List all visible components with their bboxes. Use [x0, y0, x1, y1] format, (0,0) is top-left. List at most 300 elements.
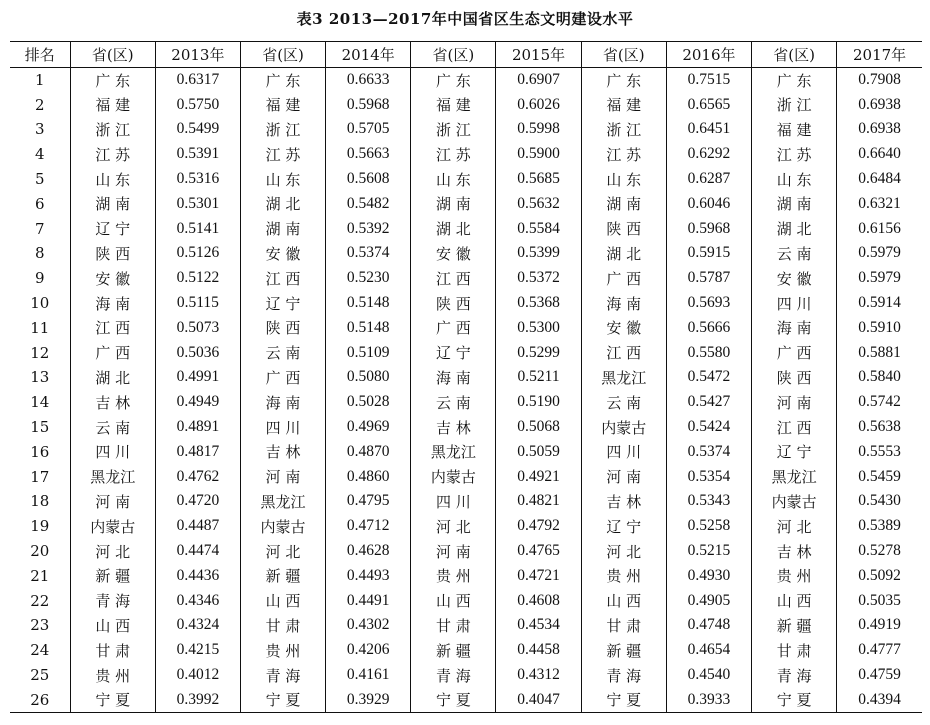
rank-cell: 16: [10, 439, 70, 464]
province-cell: 新 疆: [752, 613, 837, 638]
score-cell: 0.4919: [858, 616, 901, 634]
province-cell: 广 东: [752, 68, 837, 93]
score-cell: 0.4921: [496, 464, 581, 489]
table-row: [10, 92, 922, 117]
rank-cell: 14: [10, 390, 70, 415]
score-cell: 0.5230: [326, 266, 411, 291]
province-cell: 湖 北: [411, 216, 496, 241]
province-cell: 安 徽: [752, 266, 837, 291]
header-province: 省(区): [411, 42, 496, 68]
score-cell: 0.6938: [858, 120, 901, 138]
header-rank: 排名: [10, 42, 70, 68]
score-cell: 0.4762: [155, 464, 240, 489]
score-cell: 0.5424: [666, 415, 751, 440]
province-cell: 黑龙江: [411, 439, 496, 464]
province-cell: 四 川: [411, 489, 496, 514]
score-cell: 0.5580: [666, 340, 751, 365]
header-year: 2017年: [837, 42, 922, 68]
province-cell: 湖 南: [752, 191, 837, 216]
rank-cell: 3: [10, 117, 70, 142]
score-cell: 0.4821: [496, 489, 581, 514]
province-cell: 贵 州: [70, 663, 155, 688]
score-cell: 0.5392: [326, 216, 411, 241]
score-cell: 0.6565: [666, 92, 751, 117]
province-cell: 云 南: [752, 241, 837, 266]
province-cell: 青 海: [752, 663, 837, 688]
score-cell: 0.5553: [858, 442, 901, 460]
province-cell: 四 川: [70, 439, 155, 464]
province-cell: 山 东: [240, 167, 325, 192]
rank-cell: 20: [10, 539, 70, 564]
rank-cell: 26: [10, 687, 70, 712]
score-cell: 0.5374: [666, 439, 751, 464]
score-cell: 0.5389: [858, 517, 901, 535]
rank-cell: 10: [10, 291, 70, 316]
score-cell: 0.5368: [496, 291, 581, 316]
score-cell: 0.3929: [326, 687, 411, 712]
score-cell: 0.5115: [155, 291, 240, 316]
province-cell: 江 苏: [240, 142, 325, 167]
province-cell: 河 南: [411, 539, 496, 564]
province-cell: 湖 北: [581, 241, 666, 266]
score-cell: 0.5278: [858, 542, 901, 560]
province-cell: 山 东: [581, 167, 666, 192]
score-cell: 0.5584: [496, 216, 581, 241]
province-cell: 湖 北: [752, 216, 837, 241]
province-cell: 广 西: [70, 340, 155, 365]
province-cell: 陕 西: [581, 216, 666, 241]
table-row: [10, 315, 922, 340]
score-cell: 0.5499: [155, 117, 240, 142]
header-province: 省(区): [70, 42, 155, 68]
province-cell: 广 东: [70, 68, 155, 93]
table-row: [10, 415, 922, 440]
province-cell: 辽 宁: [240, 291, 325, 316]
province-cell: 宁 夏: [240, 687, 325, 712]
rank-cell: 25: [10, 663, 70, 688]
table-row: [10, 613, 922, 638]
province-cell: 浙 江: [70, 117, 155, 142]
table-row: [10, 241, 922, 266]
header-year: 2015年: [496, 42, 581, 68]
score-cell: 0.5073: [155, 315, 240, 340]
province-cell: 内蒙古: [752, 489, 837, 514]
province-cell: 湖 南: [411, 191, 496, 216]
province-cell: 陕 西: [70, 241, 155, 266]
province-cell: 甘 肃: [752, 638, 837, 663]
table-row: [10, 291, 922, 316]
score-cell: 0.5632: [496, 191, 581, 216]
table-row: [10, 365, 922, 390]
score-cell: 0.5900: [496, 142, 581, 167]
header-year: 2016年: [666, 42, 751, 68]
score-cell: 0.4748: [666, 613, 751, 638]
province-cell: 福 建: [240, 92, 325, 117]
score-cell: 0.3933: [666, 687, 751, 712]
province-cell: 湖 南: [70, 191, 155, 216]
province-cell: 青 海: [411, 663, 496, 688]
score-cell: 0.4891: [155, 415, 240, 440]
province-cell: 浙 江: [581, 117, 666, 142]
province-cell: 陕 西: [240, 315, 325, 340]
score-cell: 0.4870: [326, 439, 411, 464]
province-cell: 江 西: [752, 415, 837, 440]
table-row: [10, 167, 922, 192]
province-cell: 陕 西: [411, 291, 496, 316]
table-row: [10, 390, 922, 415]
score-cell: 0.4206: [326, 638, 411, 663]
score-cell: 0.5608: [326, 167, 411, 192]
province-cell: 广 东: [411, 68, 496, 93]
score-cell: 0.4795: [326, 489, 411, 514]
province-cell: 内蒙古: [411, 464, 496, 489]
province-cell: 海 南: [752, 315, 837, 340]
province-cell: 青 海: [240, 663, 325, 688]
rank-cell: 12: [10, 340, 70, 365]
province-cell: 贵 州: [411, 563, 496, 588]
score-cell: 0.5979: [858, 269, 901, 287]
score-cell: 0.5354: [666, 464, 751, 489]
score-cell: 0.5092: [858, 566, 901, 584]
table-row: [10, 663, 922, 688]
score-cell: 0.5638: [858, 418, 901, 436]
table-row: [10, 514, 922, 539]
province-cell: 福 建: [70, 92, 155, 117]
province-cell: 广 东: [581, 68, 666, 93]
province-cell: 云 南: [240, 340, 325, 365]
province-cell: 陕 西: [752, 365, 837, 390]
province-cell: 四 川: [581, 439, 666, 464]
province-cell: 甘 肃: [70, 638, 155, 663]
score-cell: 0.5787: [666, 266, 751, 291]
score-cell: 0.5141: [155, 216, 240, 241]
table-row: [10, 464, 922, 489]
score-cell: 0.5472: [666, 365, 751, 390]
score-cell: 0.3992: [155, 687, 240, 712]
rank-cell: 18: [10, 489, 70, 514]
score-cell: 0.5742: [858, 393, 901, 411]
table-row: [10, 563, 922, 588]
header-province: 省(区): [240, 42, 325, 68]
rank-cell: 24: [10, 638, 70, 663]
score-cell: 0.5028: [326, 390, 411, 415]
score-cell: 0.4540: [666, 663, 751, 688]
score-cell: 0.5482: [326, 191, 411, 216]
score-cell: 0.4817: [155, 439, 240, 464]
rank-cell: 4: [10, 142, 70, 167]
province-cell: 湖 南: [240, 216, 325, 241]
province-cell: 青 海: [581, 663, 666, 688]
score-cell: 0.5693: [666, 291, 751, 316]
score-cell: 0.6292: [666, 142, 751, 167]
rank-cell: 21: [10, 563, 70, 588]
province-cell: 福 建: [752, 117, 837, 142]
score-cell: 0.4534: [496, 613, 581, 638]
rank-cell: 17: [10, 464, 70, 489]
province-cell: 江 苏: [752, 142, 837, 167]
score-cell: 0.5968: [666, 216, 751, 241]
score-cell: 0.6026: [496, 92, 581, 117]
province-cell: 内蒙古: [581, 415, 666, 440]
table-row: [10, 687, 922, 712]
province-cell: 山 西: [70, 613, 155, 638]
rank-cell: 7: [10, 216, 70, 241]
score-cell: 0.6321: [858, 194, 901, 212]
rank-cell: 8: [10, 241, 70, 266]
province-cell: 浙 江: [752, 92, 837, 117]
province-cell: 湖 北: [70, 365, 155, 390]
score-cell: 0.4302: [326, 613, 411, 638]
score-cell: 0.6938: [858, 95, 901, 113]
score-cell: 0.4759: [858, 666, 901, 684]
score-cell: 0.4765: [496, 539, 581, 564]
rank-cell: 22: [10, 588, 70, 613]
score-cell: 0.4493: [326, 563, 411, 588]
score-cell: 0.4628: [326, 539, 411, 564]
score-cell: 0.5299: [496, 340, 581, 365]
province-cell: 广 西: [581, 266, 666, 291]
province-cell: 辽 宁: [581, 514, 666, 539]
score-cell: 0.4491: [326, 588, 411, 613]
province-cell: 贵 州: [752, 563, 837, 588]
province-cell: 吉 林: [581, 489, 666, 514]
province-cell: 吉 林: [411, 415, 496, 440]
score-cell: 0.6317: [155, 68, 240, 93]
province-cell: 黑龙江: [240, 489, 325, 514]
table-row: [10, 142, 922, 167]
rank-cell: 5: [10, 167, 70, 192]
score-cell: 0.5427: [666, 390, 751, 415]
score-cell: 0.6633: [326, 68, 411, 93]
score-cell: 0.5459: [858, 467, 901, 485]
score-cell: 0.5148: [326, 315, 411, 340]
score-cell: 0.4047: [496, 687, 581, 712]
score-cell: 0.5258: [666, 514, 751, 539]
province-cell: 甘 肃: [240, 613, 325, 638]
province-cell: 云 南: [581, 390, 666, 415]
score-cell: 0.6907: [496, 68, 581, 93]
province-cell: 宁 夏: [752, 687, 837, 712]
score-cell: 0.5190: [496, 390, 581, 415]
table-title: 表3 2013—2017年中国省区生态文明建设水平: [296, 10, 634, 28]
province-cell: 黑龙江: [752, 464, 837, 489]
table-row: [10, 117, 922, 142]
rank-cell: 1: [10, 68, 70, 93]
rank-cell: 15: [10, 415, 70, 440]
province-cell: 河 北: [752, 514, 837, 539]
score-cell: 0.4474: [155, 539, 240, 564]
table-row: [10, 266, 922, 291]
score-cell: 0.4860: [326, 464, 411, 489]
province-cell: 山 西: [240, 588, 325, 613]
score-cell: 0.7515: [666, 68, 751, 93]
score-cell: 0.4161: [326, 663, 411, 688]
province-cell: 山 东: [752, 167, 837, 192]
province-cell: 黑龙江: [70, 464, 155, 489]
province-cell: 江 西: [581, 340, 666, 365]
rank-cell: 11: [10, 315, 70, 340]
score-cell: 0.4930: [666, 563, 751, 588]
province-cell: 海 南: [581, 291, 666, 316]
province-cell: 河 南: [752, 390, 837, 415]
province-cell: 辽 宁: [752, 439, 837, 464]
eco-civilization-table: [10, 41, 922, 713]
score-cell: 0.5663: [326, 142, 411, 167]
province-cell: 辽 宁: [411, 340, 496, 365]
header-year: 2013年: [155, 42, 240, 68]
score-cell: 0.4215: [155, 638, 240, 663]
province-cell: 河 南: [240, 464, 325, 489]
province-cell: 山 西: [411, 588, 496, 613]
score-cell: 0.5968: [326, 92, 411, 117]
score-cell: 0.4721: [496, 563, 581, 588]
score-cell: 0.5914: [858, 294, 901, 312]
province-cell: 贵 州: [581, 563, 666, 588]
rank-cell: 6: [10, 191, 70, 216]
province-cell: 内蒙古: [240, 514, 325, 539]
province-cell: 山 东: [70, 167, 155, 192]
score-cell: 0.5391: [155, 142, 240, 167]
province-cell: 新 疆: [70, 563, 155, 588]
score-cell: 0.4436: [155, 563, 240, 588]
header-year: 2014年: [326, 42, 411, 68]
score-cell: 0.4991: [155, 365, 240, 390]
score-cell: 0.4792: [496, 514, 581, 539]
score-cell: 0.5399: [496, 241, 581, 266]
score-cell: 0.5840: [858, 368, 901, 386]
rank-cell: 19: [10, 514, 70, 539]
province-cell: 云 南: [70, 415, 155, 440]
score-cell: 0.4777: [858, 641, 901, 659]
province-cell: 吉 林: [70, 390, 155, 415]
score-cell: 0.5068: [496, 415, 581, 440]
province-cell: 黑龙江: [581, 365, 666, 390]
score-cell: 0.5148: [326, 291, 411, 316]
province-cell: 江 苏: [581, 142, 666, 167]
province-cell: 四 川: [752, 291, 837, 316]
score-cell: 0.5211: [496, 365, 581, 390]
province-cell: 安 徽: [411, 241, 496, 266]
score-cell: 0.6156: [858, 219, 901, 237]
score-cell: 0.5881: [858, 343, 901, 361]
rank-cell: 9: [10, 266, 70, 291]
score-cell: 0.4458: [496, 638, 581, 663]
score-cell: 0.5430: [858, 492, 901, 510]
score-cell: 0.5109: [326, 340, 411, 365]
score-cell: 0.5126: [155, 241, 240, 266]
province-cell: 山 东: [411, 167, 496, 192]
score-cell: 0.5750: [155, 92, 240, 117]
table-header-row: [10, 42, 922, 68]
score-cell: 0.5666: [666, 315, 751, 340]
score-cell: 0.4712: [326, 514, 411, 539]
province-cell: 甘 肃: [581, 613, 666, 638]
province-cell: 江 西: [411, 266, 496, 291]
province-cell: 江 西: [70, 315, 155, 340]
province-cell: 河 北: [411, 514, 496, 539]
province-cell: 河 南: [581, 464, 666, 489]
province-cell: 安 徽: [240, 241, 325, 266]
province-cell: 广 东: [240, 68, 325, 93]
table-body: [10, 68, 922, 713]
province-cell: 宁 夏: [70, 687, 155, 712]
score-cell: 0.6451: [666, 117, 751, 142]
score-cell: 0.4608: [496, 588, 581, 613]
rank-cell: 13: [10, 365, 70, 390]
province-cell: 山 西: [581, 588, 666, 613]
province-cell: 新 疆: [240, 563, 325, 588]
province-cell: 四 川: [240, 415, 325, 440]
score-cell: 0.5301: [155, 191, 240, 216]
province-cell: 辽 宁: [70, 216, 155, 241]
score-cell: 0.4012: [155, 663, 240, 688]
score-cell: 0.5910: [858, 318, 901, 336]
score-cell: 0.6640: [858, 145, 901, 163]
table-row: [10, 191, 922, 216]
score-cell: 0.5343: [666, 489, 751, 514]
score-cell: 0.5122: [155, 266, 240, 291]
province-cell: 广 西: [411, 315, 496, 340]
province-cell: 湖 北: [240, 191, 325, 216]
table-row: [10, 439, 922, 464]
province-cell: 山 西: [752, 588, 837, 613]
province-cell: 海 南: [240, 390, 325, 415]
province-cell: 江 西: [240, 266, 325, 291]
province-cell: 广 西: [240, 365, 325, 390]
score-cell: 0.4394: [837, 687, 922, 712]
score-cell: 0.5372: [496, 266, 581, 291]
province-cell: 吉 林: [240, 439, 325, 464]
score-cell: 0.5300: [496, 315, 581, 340]
province-cell: 吉 林: [752, 539, 837, 564]
province-cell: 甘 肃: [411, 613, 496, 638]
score-cell: 0.5036: [155, 340, 240, 365]
score-cell: 0.7908: [858, 71, 901, 89]
province-cell: 福 建: [581, 92, 666, 117]
score-cell: 0.5316: [155, 167, 240, 192]
province-cell: 海 南: [70, 291, 155, 316]
score-cell: 0.4654: [666, 638, 751, 663]
score-cell: 0.6046: [666, 191, 751, 216]
score-cell: 0.5979: [858, 244, 901, 262]
province-cell: 宁 夏: [581, 687, 666, 712]
province-cell: 青 海: [70, 588, 155, 613]
province-cell: 浙 江: [240, 117, 325, 142]
score-cell: 0.5998: [496, 117, 581, 142]
table-row: [10, 216, 922, 241]
province-cell: 宁 夏: [411, 687, 496, 712]
province-cell: 贵 州: [240, 638, 325, 663]
province-cell: 安 徽: [581, 315, 666, 340]
province-cell: 河 南: [70, 489, 155, 514]
province-cell: 云 南: [411, 390, 496, 415]
province-cell: 内蒙古: [70, 514, 155, 539]
province-cell: 浙 江: [411, 117, 496, 142]
score-cell: 0.6287: [666, 167, 751, 192]
table-row: [10, 539, 922, 564]
score-cell: 0.5059: [496, 439, 581, 464]
score-cell: 0.5685: [496, 167, 581, 192]
score-cell: 0.4949: [155, 390, 240, 415]
score-cell: 0.6484: [858, 170, 901, 188]
province-cell: 江 苏: [70, 142, 155, 167]
score-cell: 0.5374: [326, 241, 411, 266]
score-cell: 0.4905: [666, 588, 751, 613]
score-cell: 0.4487: [155, 514, 240, 539]
score-cell: 0.4324: [155, 613, 240, 638]
province-cell: 海 南: [411, 365, 496, 390]
table-row: [10, 588, 922, 613]
